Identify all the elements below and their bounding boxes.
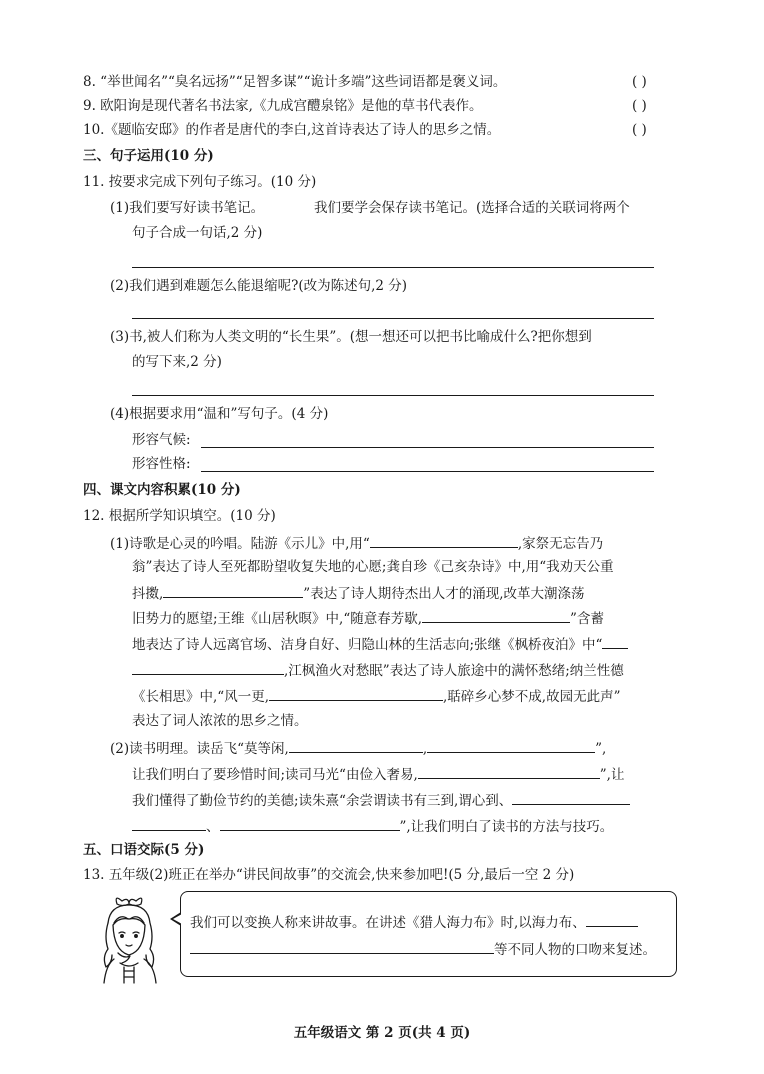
q12-p1-line3 <box>132 583 585 603</box>
q12-p2-line2 <box>132 764 624 784</box>
question-13: 13. 五年级(2)班正在举办“讲民间故事”的交流会,快来参加吧!(5 分,最后一空 2 分) <box>83 867 575 883</box>
section-title-5: 五、口语交际(5 分) <box>83 842 205 858</box>
question-11: 11. 按要求完成下列句子练习。(10 分) <box>83 174 317 190</box>
q12-p1-line8: 表达了词人浓浓的思乡之情。 <box>132 713 308 729</box>
q12-p2-line3 <box>132 790 630 810</box>
answer-line-climate[interactable] <box>201 447 654 448</box>
q12-p2-text: 让我们明白了要珍惜时间;读司马光“由俭入奢易, <box>132 767 418 783</box>
q12-p2-line1 <box>110 738 606 758</box>
q12-p1-line4 <box>132 608 604 628</box>
q12-p1-text: ”表达了诗人期待杰出人才的涌现,改革大潮涤荡 <box>303 586 585 602</box>
section-title-3: 三、句子运用(10 分) <box>83 148 214 164</box>
q12-p1-text: 地表达了诗人远离官场、洁身自好、归隐山林的生活志向;张继《枫桥夜泊》中“ <box>132 637 603 653</box>
q12-p2-text: ”,让 <box>599 767 625 783</box>
blank-zhuxi-3[interactable] <box>220 816 400 831</box>
answer-paren-10[interactable]: ( ) <box>632 122 647 138</box>
blank-jihai[interactable] <box>163 583 303 598</box>
q12-p2-text: ”, <box>595 741 607 757</box>
q12-p2-text: 、 <box>206 819 220 835</box>
q11-sub1-c: 句子合成一句话,2 分) <box>132 225 263 241</box>
blank-fengqiao-start[interactable] <box>602 634 628 649</box>
judge-item-8: 8. “举世闻名”“臭名远扬”“足智多谋”“诡计多端”这些词语都是褒义词。 <box>83 74 507 90</box>
blank-changxiangsi[interactable] <box>269 686 443 701</box>
q12-p2-text: , <box>422 741 428 757</box>
answer-line-character[interactable] <box>201 471 654 472</box>
q12-p2-line4 <box>132 816 613 836</box>
blank-fengqiao-end[interactable] <box>132 660 284 675</box>
answer-line-1[interactable] <box>132 267 654 268</box>
q12-p1-line6 <box>132 660 624 680</box>
q12-p1-text: 抖擞, <box>132 586 164 602</box>
blank-zhuxi-2[interactable] <box>132 816 206 831</box>
section-title-4: 四、课文内容积累(10 分) <box>83 482 241 498</box>
label-climate: 形容气候: <box>132 432 191 448</box>
q12-p1-text: ”含蓄 <box>570 611 604 627</box>
q12-p2-text: ”,让我们明白了读书的方法与技巧。 <box>399 819 614 835</box>
q11-sub2: (2)我们遇到难题怎么能退缩呢?(改为陈述句,2 分) <box>110 278 408 294</box>
bubble-line-1 <box>190 912 638 932</box>
page-footer: 五年级语文 第 2 页(共 4 页) <box>293 1025 471 1041</box>
blank-hailibu-1[interactable] <box>586 912 638 927</box>
speech-bubble <box>180 891 677 977</box>
answer-line-2[interactable] <box>132 318 654 319</box>
label-character: 形容性格: <box>132 456 191 472</box>
answer-paren-8[interactable]: ( ) <box>632 74 647 90</box>
q12-p1-text: (1)诗歌是心灵的吟唱。陆游《示儿》中,用“ <box>110 536 370 552</box>
q12-p1-text: ,江枫渔火对愁眠”表达了诗人旅途中的满怀愁绪;纳兰性德 <box>284 663 624 679</box>
blank-simaguang[interactable] <box>418 764 600 779</box>
q12-p1-text: ,家祭无忘告乃 <box>517 536 604 552</box>
blank-yuefei-1[interactable] <box>289 738 423 753</box>
blank-hailibu-2[interactable] <box>190 939 494 954</box>
q12-p1-line2: 翁”表达了诗人至死都盼望收复失地的心愿;龚自珍《己亥杂诗》中,用“我劝天公重 <box>132 559 614 575</box>
judge-item-9: 9. 欧阳询是现代著名书法家,《九成宫醴泉铭》是他的草书代表作。 <box>83 98 483 114</box>
q11-sub1-b: 我们要学会保存读书笔记。(选择合适的关联词将两个 <box>314 200 630 216</box>
answer-line-3[interactable] <box>132 395 654 396</box>
q11-sub3-b: 的写下来,2 分) <box>132 354 222 370</box>
bubble-line-2 <box>190 939 656 959</box>
q12-p1-text: 旧势力的愿望;王维《山居秋暝》中,“随意春芳歇, <box>132 611 423 627</box>
girl-illustration-icon <box>84 893 176 985</box>
q11-sub3-a: (3)书,被人们称为人类文明的“长生果”。(想一想还可以把书比喻成什么?把你想到 <box>110 329 592 345</box>
blank-yuefei-2[interactable] <box>427 738 595 753</box>
blank-shiger[interactable] <box>370 533 518 548</box>
q12-p1-text: ,聒碎乡心梦不成,故园无此声” <box>442 689 621 705</box>
q12-p2-text: 我们懂得了勤俭节约的美德;读朱熹“余尝谓读书有三到,谓心到、 <box>132 793 513 809</box>
bubble-text: 等不同人物的口吻来复述。 <box>494 942 656 958</box>
answer-paren-9[interactable]: ( ) <box>632 98 647 114</box>
q11-sub4: (4)根据要求用“温和”写句子。(4 分) <box>110 406 329 422</box>
judge-item-10: 10.《题临安邸》的作者是唐代的李白,这首诗表达了诗人的思乡之情。 <box>83 122 501 138</box>
q11-sub1-a: (1)我们要写好读书笔记。 <box>110 200 265 216</box>
q12-p1-line5 <box>132 634 628 654</box>
question-12: 12. 根据所学知识填空。(10 分) <box>83 508 276 524</box>
blank-zhuxi-1[interactable] <box>512 790 630 805</box>
q12-p1-text: 《长相思》中,“风一更, <box>132 689 269 705</box>
q12-p1-line1 <box>110 533 603 553</box>
bubble-text: 我们可以变换人称来讲故事。在讲述《猎人海力布》时,以海力布、 <box>190 915 586 931</box>
q12-p1-line7 <box>132 686 620 706</box>
q12-p2-text: (2)读书明理。读岳飞“莫等闲, <box>110 741 289 757</box>
blank-shanju[interactable] <box>422 608 570 623</box>
